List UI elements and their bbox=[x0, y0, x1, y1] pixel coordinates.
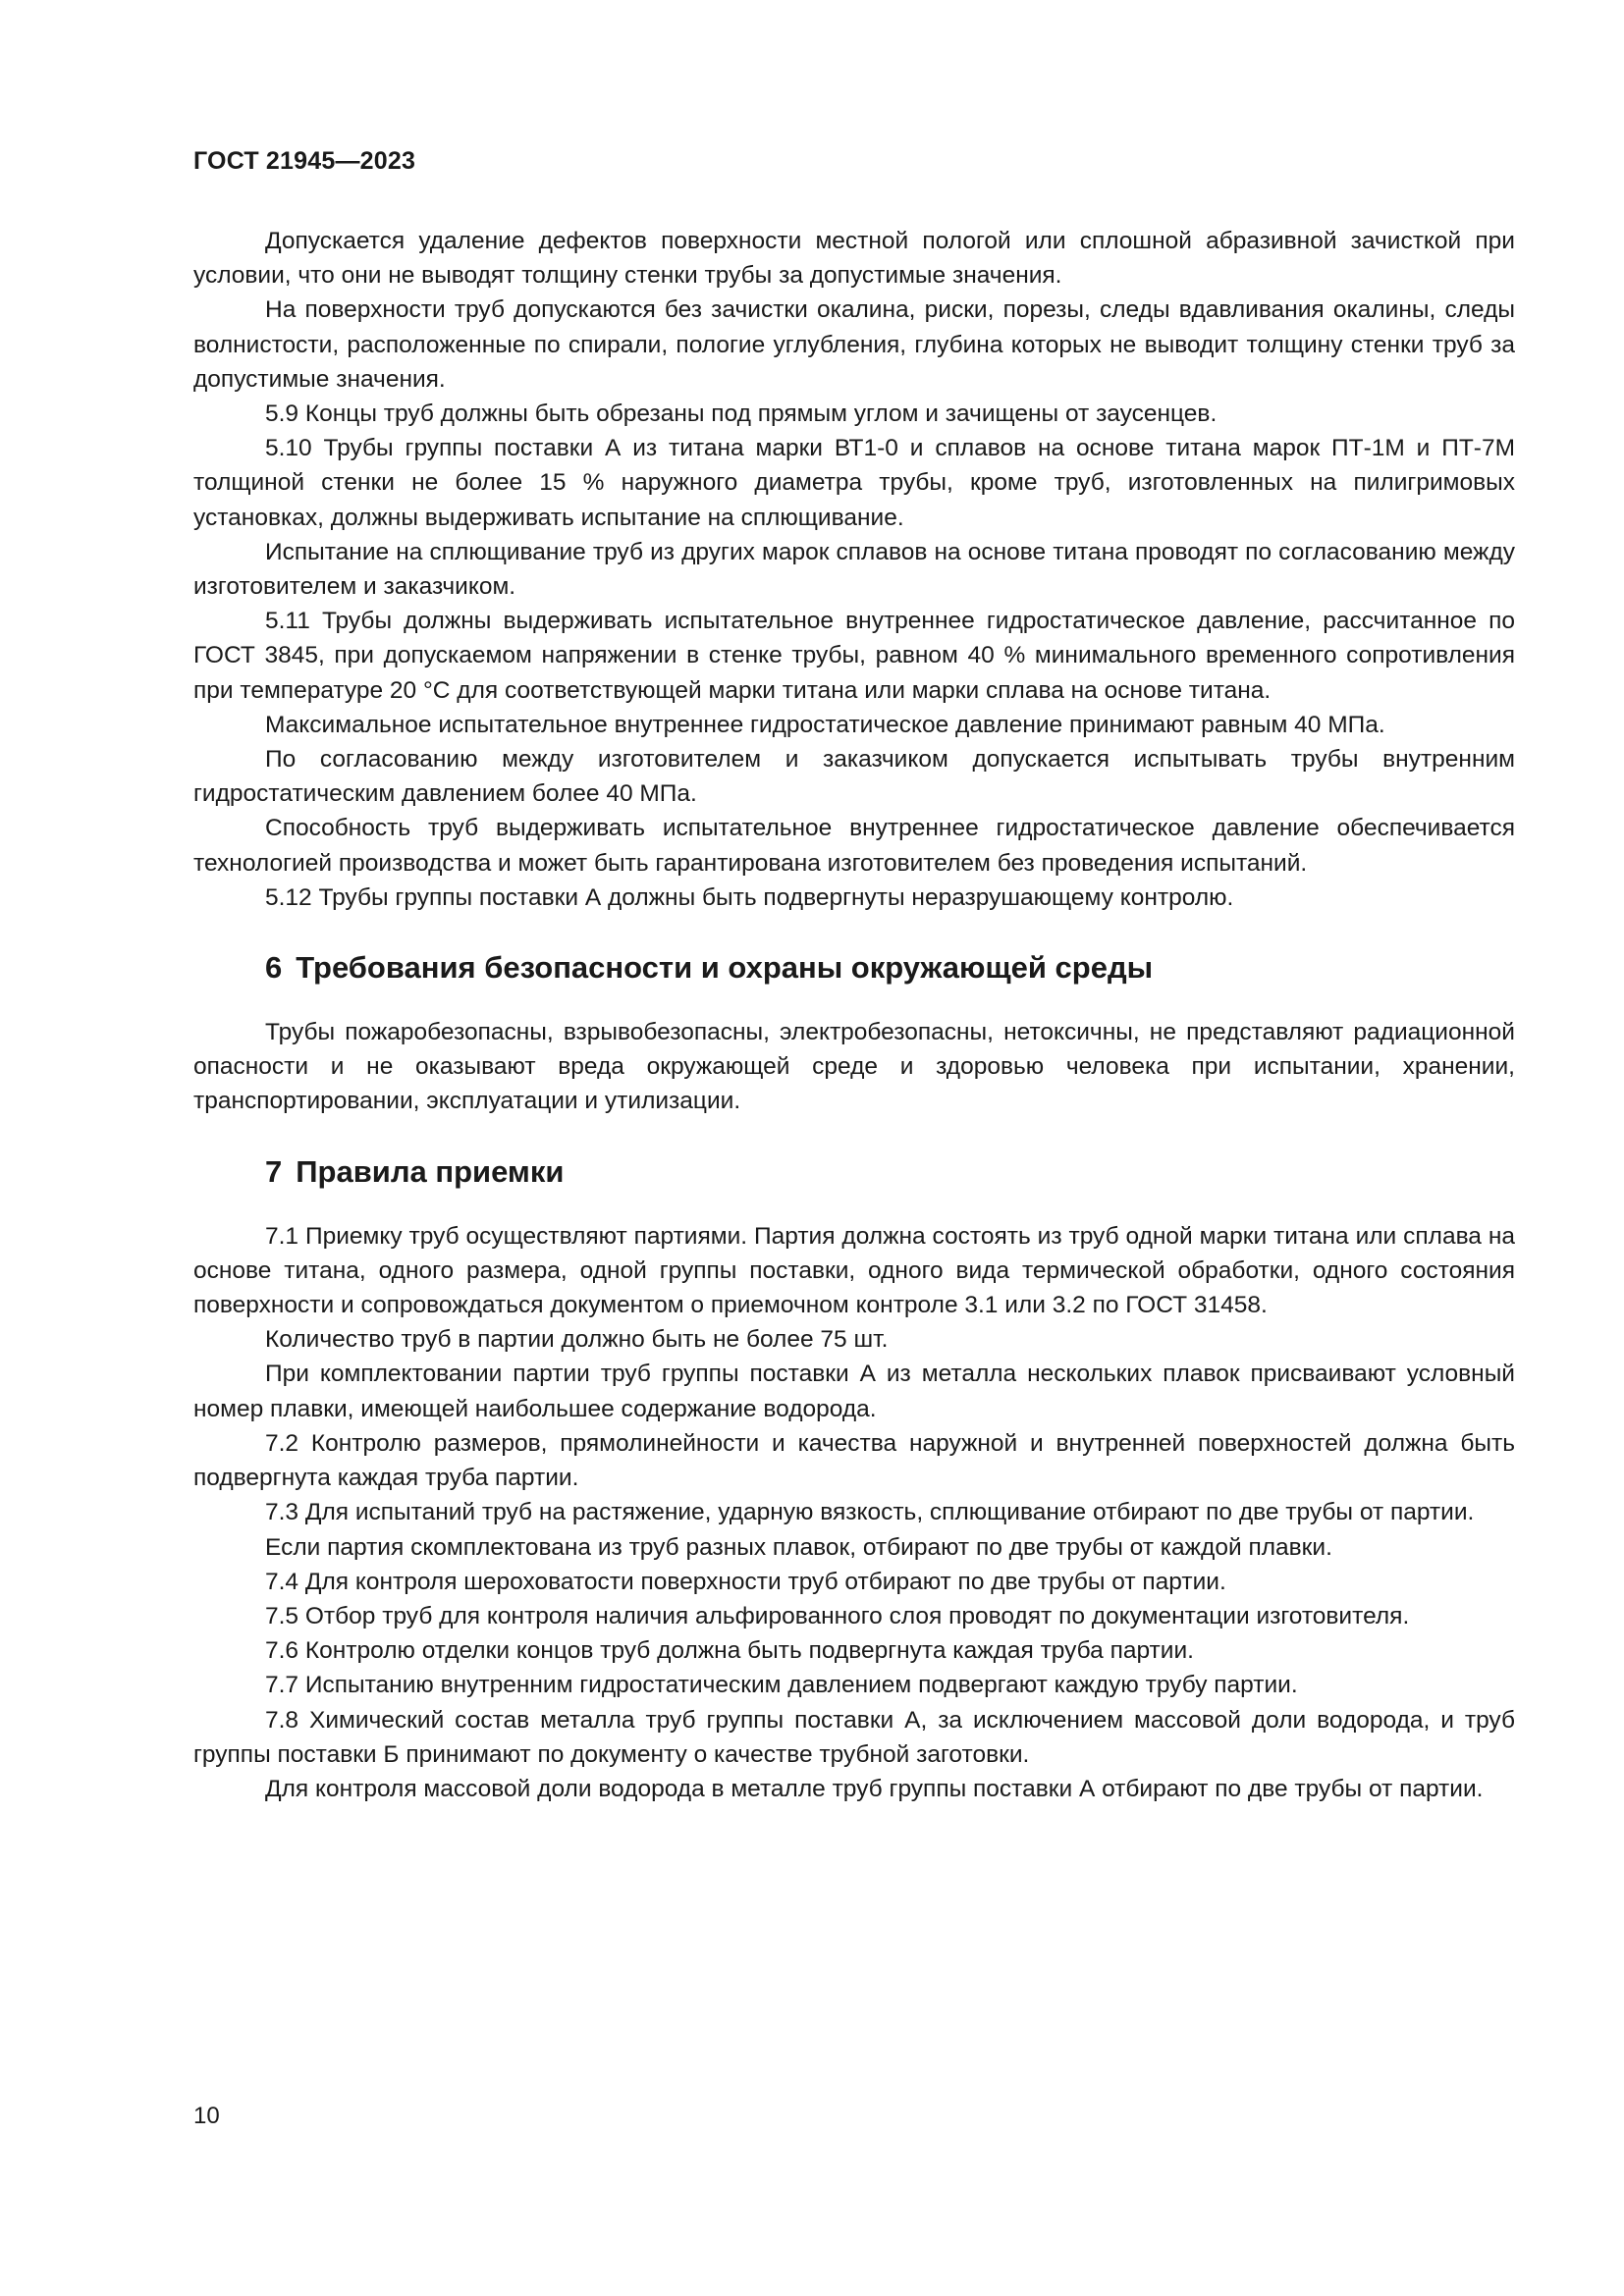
section-number: 6 bbox=[265, 950, 283, 986]
paragraph: Способность труб выдерживать испытательное внутреннее гидростатическое давление обеспечивается технологией производства и может быть гарантирована изготовителем без проведения испытаний. bbox=[193, 815, 1515, 877]
paragraph: 7.6 Контролю отделки концов труб должна быть подвергнута каждая труба партии. bbox=[265, 1637, 1194, 1665]
paragraph: 7.8 Химический состав металла труб группы поставки А, за исключением массовой доли водорода, и труб группы поставки Б принимают по документу о качестве трубной заготовки. bbox=[193, 1706, 1515, 1768]
document-header: ГОСТ 21945—2023 bbox=[193, 147, 416, 175]
paragraph: 5.10 Трубы группы поставки А из титана марки ВТ1-0 и сплавов на основе титана марок ПТ-1М и ПТ-7М толщиной стенки не более 15 % наружного диаметра трубы, кроме труб, изготовленных на пилигримовых установках, должны выдерживать испытание на сплющивание. bbox=[193, 435, 1515, 531]
section-title-text: Требования безопасности и охраны окружающей среды bbox=[296, 950, 1154, 986]
paragraph: 7.2 Контролю размеров, прямолинейности и качества наружной и внутренней поверхностей должна быть подвергнута каждая труба партии. bbox=[193, 1429, 1515, 1492]
paragraph: Испытание на сплющивание труб из других марок сплавов на основе титана проводят по согласованию между изготовителем и заказчиком. bbox=[193, 538, 1515, 601]
document-body bbox=[193, 224, 1515, 1806]
paragraph: 5.9 Концы труб должны быть обрезаны под прямым углом и зачищены от заусенцев. bbox=[265, 400, 1218, 428]
paragraph: При комплектовании партии труб группы поставки А из металла нескольких плавок присваивают условный номер плавки, имеющей наибольшее содержание водорода. bbox=[193, 1361, 1515, 1422]
paragraph: Если партия скомплектована из труб разных плавок, отбирают по две трубы от каждой плавки. bbox=[265, 1533, 1332, 1561]
page-number: 10 bbox=[193, 2103, 220, 2129]
paragraph: 7.3 Для испытаний труб на растяжение, ударную вязкость, сплющивание отбирают по две трубы от партии. bbox=[265, 1499, 1475, 1526]
section-heading bbox=[193, 1152, 1515, 1192]
paragraph: 7.1 Приемку труб осуществляют партиями. Партия должна состоять из труб одной марки титана или сплава на основе титана, одного размера, одной группы поставки, одного вида термической обработки, одного состояния поверхности и сопровождаться документом о приемочном контроле 3.1 или 3.2 по ГОСТ 31458. bbox=[193, 1222, 1515, 1319]
paragraph: По согласованию между изготовителем и заказчиком допускается испытывать трубы внутренним гидростатическим давлением более 40 МПа. bbox=[193, 746, 1515, 808]
paragraph: 7.5 Отбор труб для контроля наличия альфированного слоя проводят по документации изготовителя. bbox=[265, 1602, 1410, 1629]
paragraph: Количество труб в партии должно быть не более 75 шт. bbox=[265, 1326, 889, 1354]
section-number: 7 bbox=[265, 1153, 283, 1189]
paragraph: Максимальное испытательное внутреннее гидростатическое давление принимают равным 40 МПа. bbox=[265, 711, 1385, 738]
paragraph: 5.12 Трубы группы поставки А должны быть подвергнуты неразрушающему контролю. bbox=[265, 883, 1234, 911]
section-title-text: Правила приемки bbox=[296, 1153, 565, 1189]
paragraph: Для контроля массовой доли водорода в металле труб группы поставки А отбирают по две трубы от партии. bbox=[265, 1775, 1484, 1802]
paragraph: На поверхности труб допускаются без зачистки окалина, риски, порезы, следы вдавливания окалины, следы волнистости, расположенные по спирали, пологие углубления, глубина которых не выводит толщину стенки труб за допустимые значения. bbox=[193, 296, 1515, 393]
paragraph: 7.4 Для контроля шероховатости поверхности труб отбирают по две трубы от партии. bbox=[265, 1568, 1226, 1595]
paragraph: 5.11 Трубы должны выдерживать испытательное внутреннее гидростатическое давление, рассчитанное по ГОСТ 3845, при допускаемом напряжении в стенке трубы, равном 40 % минимального временного сопротивления при температуре 20 °С для соответствующей марки титана или марки сплава на основе титана. bbox=[193, 608, 1515, 704]
paragraph: Допускается удаление дефектов поверхности местной пологой или сплошной абразивной зачисткой при условии, что они не выводят толщину стенки трубы за допустимые значения. bbox=[193, 228, 1515, 290]
paragraph: 7.7 Испытанию внутренним гидростатическим давлением подвергают каждую трубу партии. bbox=[265, 1672, 1298, 1699]
paragraph: Трубы пожаробезопасны, взрывобезопасны, электробезопасны, нетоксичны, не представляют радиационной опасности и не оказывают вреда окружающей среде и здоровью человека при испытании, хранении, транспортировании, эксплуатации и утилизации. bbox=[193, 1019, 1515, 1115]
section-heading bbox=[193, 948, 1515, 988]
